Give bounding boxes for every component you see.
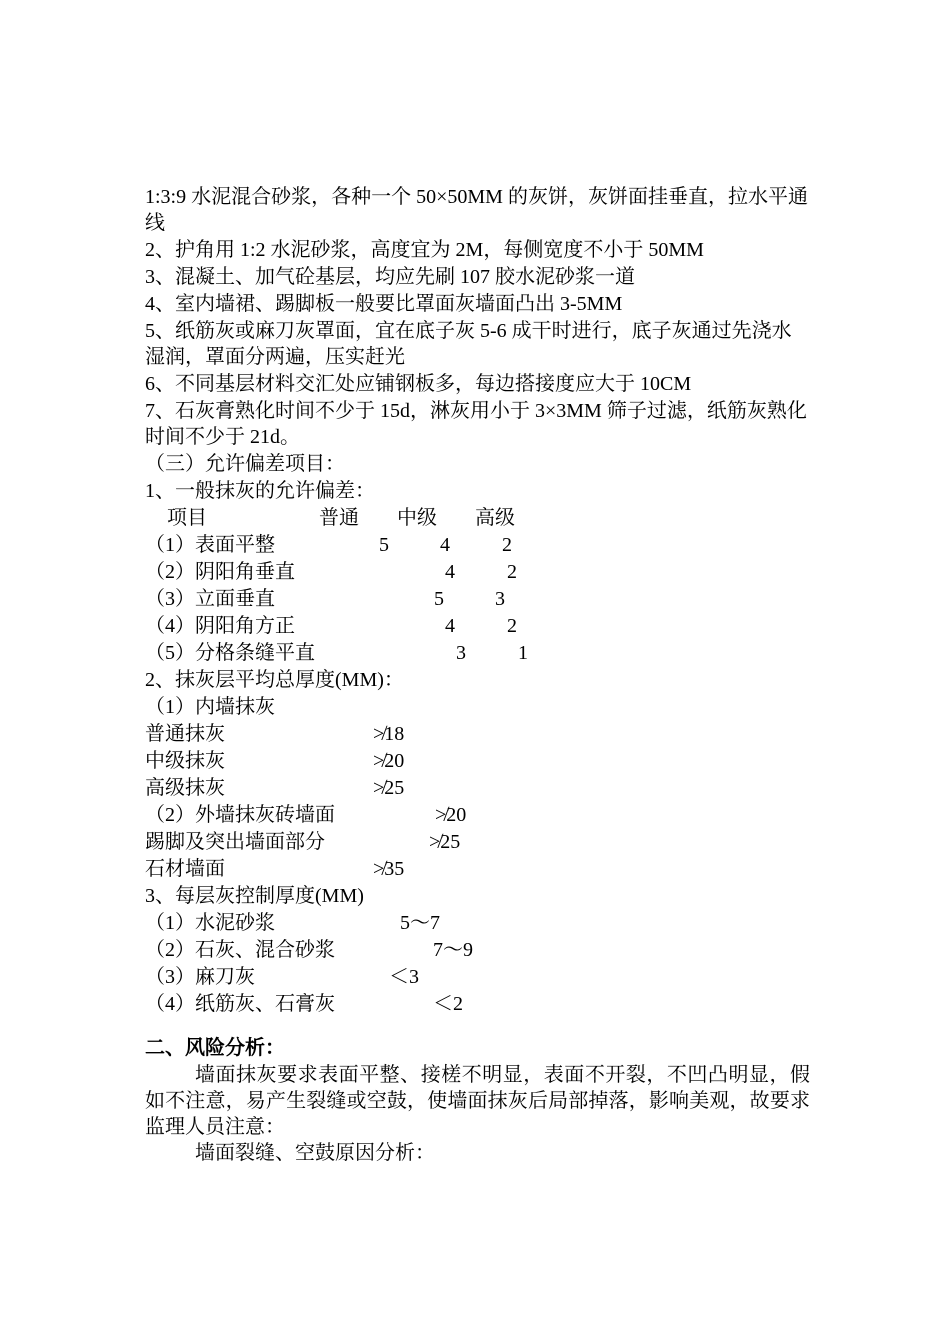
thickness-row: 普通抹灰 ≯18 <box>145 723 405 745</box>
subtitle-total-thickness: 2、抹灰层平均总厚度(MM)： <box>145 669 404 691</box>
tolerance-row: （5）分格条缝平直 3 1 <box>145 642 528 664</box>
thickness-row: 中级抹灰 ≯20 <box>145 750 405 772</box>
thickness-row: 石材墙面 ≯35 <box>145 858 405 880</box>
header-medium: 中级 <box>397 507 437 529</box>
risk-subheading: 墙面裂缝、空鼓原因分析： <box>195 1142 435 1164</box>
tolerance-header-row <box>145 505 810 532</box>
item-3: 3、混凝土、加气砼基层，均应先刷 107 胶水泥砂浆一道 <box>145 266 635 288</box>
item-2: 2、护角用 1:2 水泥砂浆，高度宜为 2M，每侧宽度不小于 50MM <box>145 239 704 261</box>
item-6: 6、不同基层材料交汇处应铺钢板多，每边搭接度应大于 10CM <box>145 373 692 395</box>
subtitle-general-tolerance: 1、一般抹灰的允许偏差： <box>145 480 375 502</box>
item-7: 7、石灰膏熟化时间不少于 15d，淋灰用小于 3×3MM 筛子过滤，纸筋灰熟化时间不少于 21d。 <box>145 400 807 448</box>
item-1: 1:3:9 水泥混合砂浆，各种一个 50×50MM 的灰饼，灰饼面挂垂直，拉水平通线 <box>145 186 808 234</box>
risk-paragraph: 墙面抹灰要求表面平整、接槎不明显，表面不开裂，不凹凸明显，假如不注意，易产生裂缝或空鼓，使墙面抹灰后局部掉落，影响美观，故要求监理人员注意： <box>145 1064 810 1138</box>
thickness-row: 踢脚及突出墙面部分 ≯25 <box>145 831 461 853</box>
risk-analysis-heading: 二、风险分析： <box>145 1037 285 1059</box>
inner-wall-title: （1）内墙抹灰 <box>145 696 275 718</box>
tolerance-row: （3）立面垂直 5 3 <box>145 588 505 610</box>
document-page <box>145 184 810 1167</box>
header-item: 项目 <box>167 507 207 529</box>
thickness-row: （2）外墙抹灰砖墙面 ≯20 <box>145 804 467 826</box>
header-high: 高级 <box>475 507 515 529</box>
subtitle-layer-thickness: 3、每层灰控制厚度(MM) <box>145 885 364 907</box>
layer-row: （1）水泥砂浆 5～7 <box>145 912 440 934</box>
layer-row: （4）纸筋灰、石膏灰 ＜2 <box>145 993 463 1015</box>
tolerance-row: （1）表面平整 5 4 2 <box>145 534 512 556</box>
layer-row: （2）石灰、混合砂浆 7～9 <box>145 939 473 961</box>
header-normal: 普通 <box>319 507 359 529</box>
item-5: 5、纸筋灰或麻刀灰罩面，宜在底子灰 5-6 成干时进行，底子灰通过先浇水湿润，罩面分两遍，压实赶光 <box>145 320 792 368</box>
tolerance-row: （2）阴阳角垂直 4 2 <box>145 561 517 583</box>
section-title-tolerance: （三）允许偏差项目： <box>145 453 345 475</box>
item-4: 4、室内墙裙、踢脚板一般要比罩面灰墙面凸出 3-5MM <box>145 293 623 315</box>
tolerance-row: （4）阴阳角方正 4 2 <box>145 615 517 637</box>
layer-row: （3）麻刀灰 ＜3 <box>145 966 419 988</box>
thickness-row: 高级抹灰 ≯25 <box>145 777 405 799</box>
